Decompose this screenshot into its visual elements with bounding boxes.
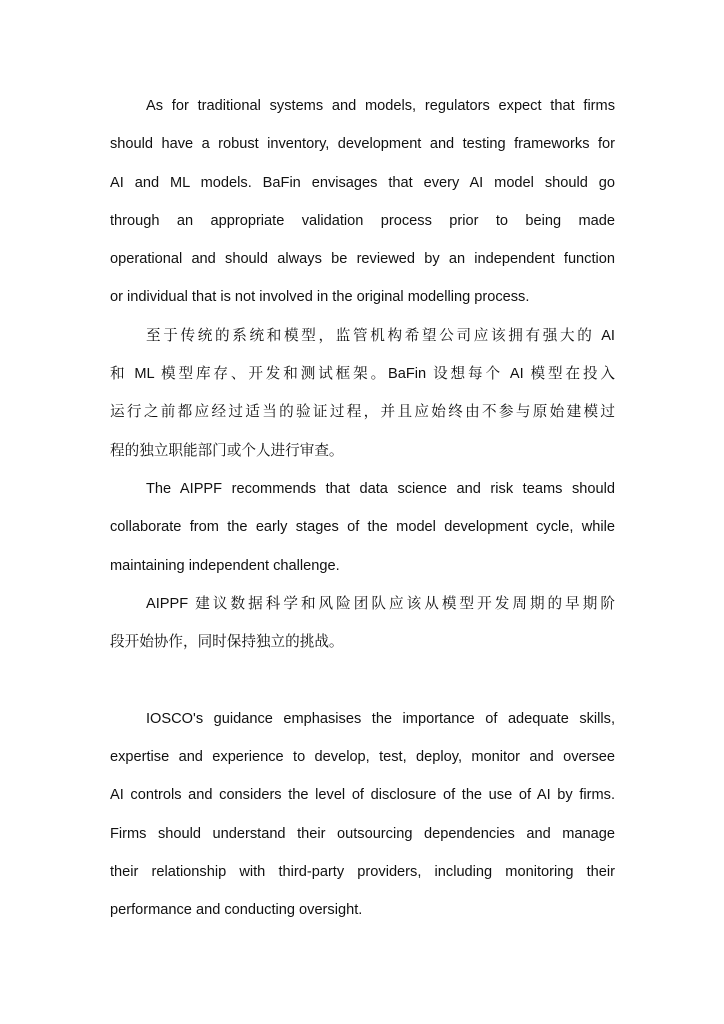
text-line: AI controls and considers the level of disclosure of the use of AI by firms. [110, 787, 615, 804]
text-line: 运行之前都应经过适当的验证过程，并且应始终由不参与原始建模过 [110, 404, 615, 421]
text-line: through an appropriate validation process prior to being made [110, 212, 615, 229]
text-line: should have a robust inventory, development and testing frameworks for [110, 136, 615, 153]
paragraph [110, 590, 615, 667]
text-line: IOSCO's guidance emphasises the importance of adequate skills, [146, 710, 615, 727]
paragraph [110, 475, 615, 590]
text-line: As for traditional systems and models, regulators expect that firms [146, 98, 615, 114]
text-line: 程的独立职能部门或个人进行审查。 [110, 442, 344, 459]
text-line: 至于传统的系统和模型，监管机构希望公司应该拥有强大的 AI [146, 327, 615, 344]
paragraph [110, 322, 615, 475]
paragraph [110, 92, 615, 322]
text-line: performance and conducting oversight. [110, 902, 363, 919]
text-line: collaborate from the early stages of the model development cycle, while [110, 519, 615, 536]
paragraph [110, 705, 615, 935]
text-line: AIPPF 建议数据科学和风险团队应该从模型开发周期的早期阶 [146, 595, 615, 612]
text-line: their relationship with third-party providers, including monitoring their [110, 863, 615, 880]
text-line: The AIPPF recommends that data science and risk teams should [146, 480, 615, 497]
document-page [110, 92, 615, 935]
text-line: AI and ML models. BaFin envisages that every AI model should go [110, 174, 615, 191]
text-line: Firms should understand their outsourcing dependencies and manage [110, 825, 615, 842]
text-line: 段开始协作，同时保持独立的挑战。 [110, 634, 344, 651]
text-line: or individual that is not involved in the original modelling process. [110, 289, 530, 306]
text-line: operational and should always be reviewed by an independent function [110, 251, 615, 268]
text-line: expertise and experience to develop, test, deploy, monitor and oversee [110, 749, 615, 766]
paragraph-spacer [110, 666, 615, 704]
text-line: 和 ML 模型库存、开发和测试框架。BaFin 设想每个 AI 模型在投入 [110, 366, 615, 383]
text-line: maintaining independent challenge. [110, 557, 340, 574]
